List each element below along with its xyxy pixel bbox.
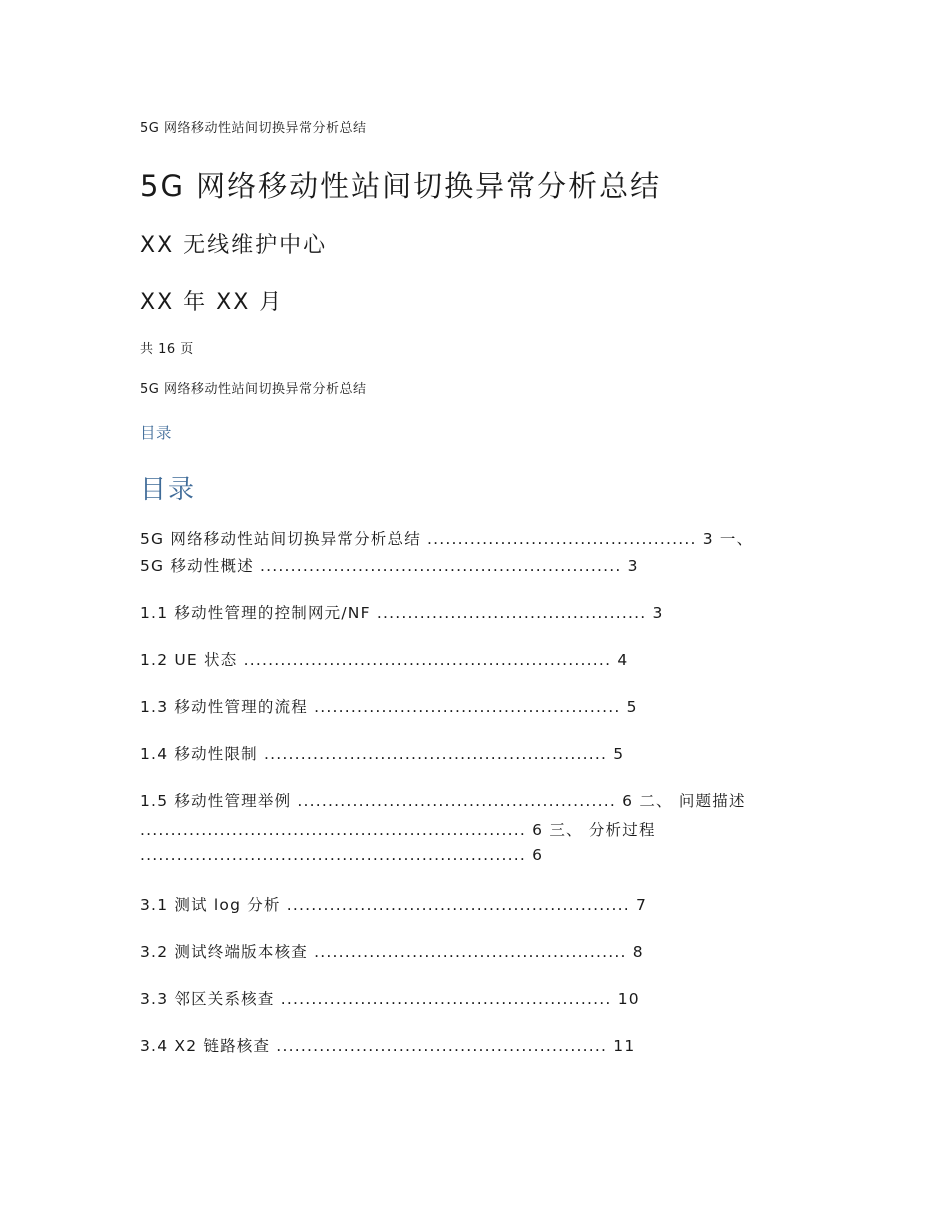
toc-entry-main-title[interactable]: 5G 网络移动性站间切换异常分析总结 ............................................ 3 一、 [140, 530, 754, 548]
toc-entry-1-1[interactable]: 1.1 移动性管理的控制网元/NF ............................................ 3 [140, 604, 664, 622]
second-running-header: 5G 网络移动性站间切换异常分析总结 [140, 382, 367, 397]
toc-entry-3-4[interactable]: 3.4 X2 链路核查 ...................................................... 11 [140, 1037, 636, 1055]
toc-entry-1-3[interactable]: 1.3 移动性管理的流程 .................................................. 5 [140, 698, 638, 716]
toc-entry-3-2[interactable]: 3.2 测试终端版本核查 ................................................... 8 [140, 943, 644, 961]
toc-entry-3-1[interactable]: 3.1 测试 log 分析 ........................................................ 7 [140, 896, 648, 914]
document-date: XX 年 XX 月 [140, 290, 284, 315]
toc-entry-1-2[interactable]: 1.2 UE 状态 ............................................................ 4 [140, 651, 629, 669]
toc-entry-1-5[interactable]: 1.5 移动性管理举例 .................................................... 6 二、 问题描述 [140, 792, 746, 810]
document-title: 5G 网络移动性站间切换异常分析总结 [140, 169, 662, 203]
running-header: 5G 网络移动性站间切换异常分析总结 [140, 121, 367, 136]
organization-name: XX 无线维护中心 [140, 233, 328, 258]
toc-entry-chapter-3[interactable]: ............................................................... 6 [140, 846, 544, 864]
page-count: 共 16 页 [140, 342, 194, 357]
toc-entry-3-3[interactable]: 3.3 邻区关系核查 ...................................................... 10 [140, 990, 640, 1008]
toc-entry-chapter-2[interactable]: ............................................................... 6 三、 分析过程 [140, 821, 656, 839]
toc-entry-1-4[interactable]: 1.4 移动性限制 ........................................................ 5 [140, 745, 625, 763]
toc-heading: 目录 [140, 475, 197, 505]
toc-link[interactable]: 目录 [140, 424, 173, 442]
toc-entry-chapter-1[interactable]: 5G 移动性概述 ........................................................... 3 [140, 557, 639, 575]
